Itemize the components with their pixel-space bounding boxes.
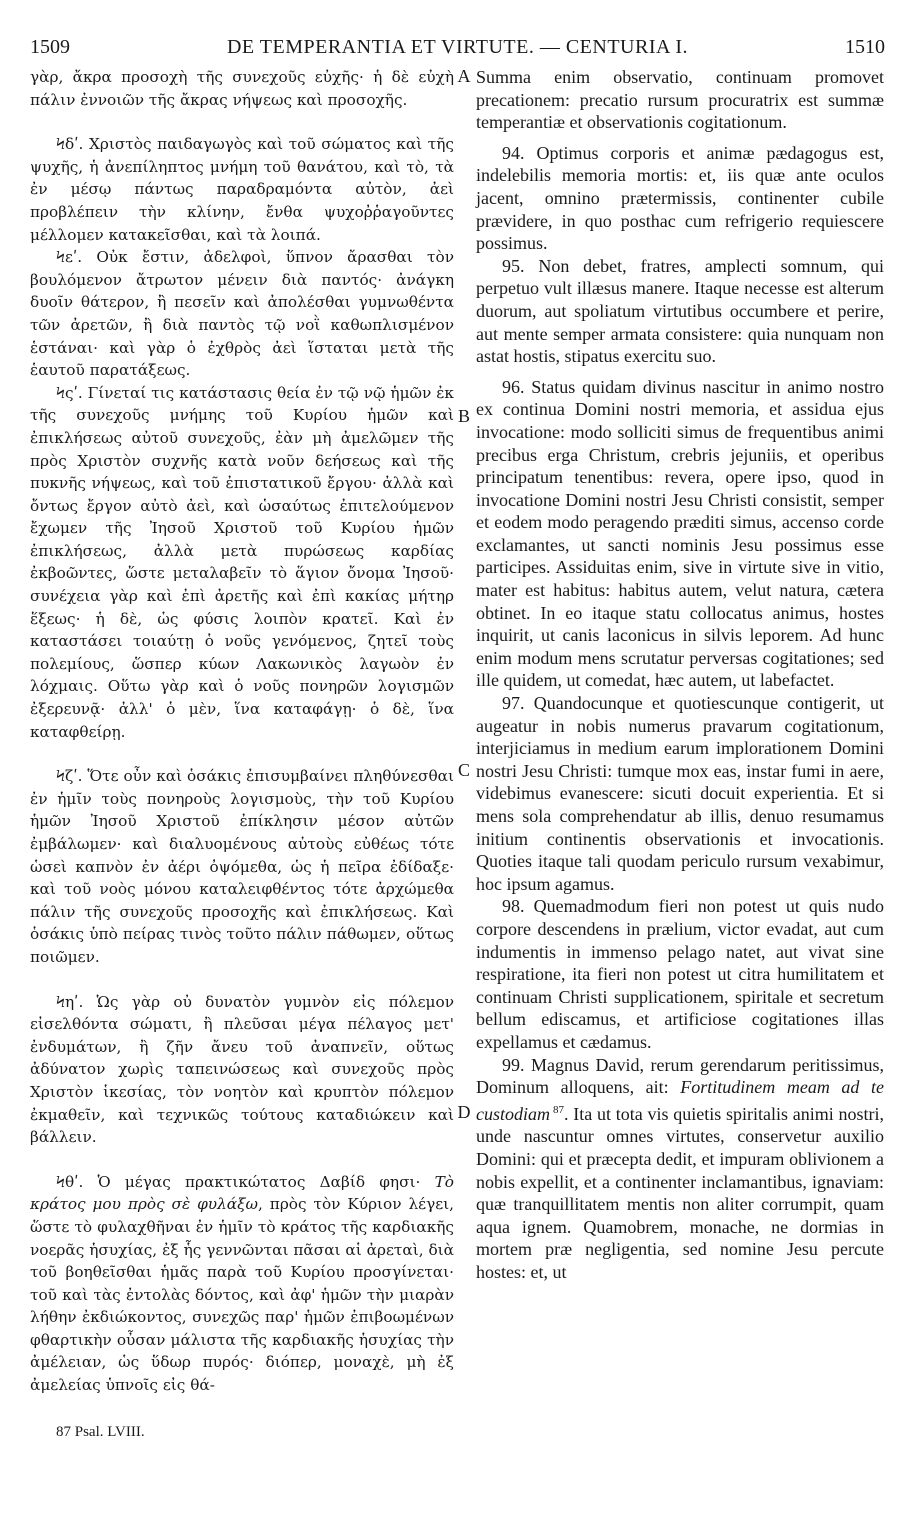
latin-scripture-quote: Fortitudinem meam ad te custodiam — [476, 1077, 884, 1124]
margin-letter-c: C — [457, 760, 470, 780]
latin-paragraph-99-start: 99. Magnus David, rerum gerendarum peritissimus, Dominum alloquens, ait: — [476, 1054, 884, 1098]
latin-paragraph-94: 94. Optimus corporis et animæ pædagogus est, indelebilis memoria mortis: et, iis quæ ante oculos jacent, omnino prætermissis, continenter cubile prævidere, in quo posthac cum refrigerio requiescere possimus. — [476, 142, 884, 254]
footnote: 87 Psal. LVIII. — [56, 1424, 145, 1440]
page-number-right: 1510 — [845, 36, 885, 58]
greek-paragraph-95: Ϟεʹ. Οὐκ ἔστιν, ἀδελφοὶ, ὕπνον ἄρασθαι τὸν βουλόμενον ἄτρωτον μένειν διὰ παντός· ἀνάγκη δυοῖν θάτερον, ἢ πεσεῖν καὶ ἀπολέσθαι γυμνωθέντα τῶν ἀρετῶν, ἢ διὰ παντὸς τῷ νοῒ καθωπλισμένον ἑστάναι· καὶ γὰρ ὁ ἐχθρὸς ἀεὶ ἵσταται μετὰ τῆς ἑαυτοῦ παρατάξεως. — [30, 248, 454, 380]
running-title: DE TEMPERANTIA ET VIRTUTE. — CENTURIA I. — [226, 36, 688, 58]
latin-paragraph-95: 95. Non debet, fratres, amplecti somnum, qui perpetuo vult illæsus manere. Itaque necesse est alterum duorum, aut spoliatum virtutibus occumbere et perire, aut mente semper armata consistere: quia nunquam non astat hostis, stipatus exercitu suo. — [476, 255, 884, 367]
latin-paragraph-97: 97. Quandocunque et quotiescunque contigerit, ut augeatur in nobis numerus pravarum cogitationum, interjiciamus in medium earum implorationem Domini nostri Jesu Christi: tumque mox eas, instar fumi in aere, videbimus evanescere: sicuti docuit experientia. Et si mens sola comprehendatur ab illis, denuo resumamus initium continentis observationis et invocationis. Quoties itaque tali quodam periculo rursum vexabimur, hoc ipsum agamus. — [476, 693, 884, 894]
greek-scripture-quote: Τὸ κράτος μου πρὸς σὲ φυλάξω — [30, 1172, 454, 1214]
footnote-reference: 87 — [550, 1103, 565, 1116]
latin-paragraph-99 — [476, 1054, 884, 1284]
greek-paragraph-98: Ϟηʹ. Ὡς γὰρ οὐ δυνατὸν γυμνὸν εἰς πόλεμον εἰσελθόντα σώματι, ἢ πλεῦσαι μέγα πέλαγος μετ' ἐνδυμάτων, ἢ ζῆν ἄνευ τοῦ ἀναπνεῖν, οὕτως ἀδύνατον χωρὶς ταπεινώσεως καὶ συνεχοῦς πρὸς Χριστὸν ἱκεσίας, τὸν νοητὸν καὶ κρυπτὸν πόλεμον ἐκμαθεῖν, καὶ τεχνικῶς τούτους καταδιώκειν καὶ βάλλειν. — [30, 992, 454, 1147]
latin-paragraph-98: 98. Quemadmodum fieri non potest ut quis nudo corpore descendens in prælium, victor evadat, aut cum indumentis in immenso pelago natet, aut vivat sine respiratione, ita fieri non potest ut citra humilitatem et continuam Christi supplicationem, spiritale et secretum bellum ediscamus, et artificiose cogitationes illas expellamus et cædamus. — [476, 896, 884, 1052]
margin-letter-a: A — [457, 66, 471, 86]
latin-paragraph-96: 96. Status quidam divinus nascitur in animo nostro ex continua Domini nostri memoria, et assidua ejus invocatione: modo solliciti simus de frequentibus animi precibus erga Christum, crebris jejuniis, et operibus principatum tenentibus: revera, opere ipso, quod in invocatione Domini nostri Jesu Christi consistit, semper et eodem modo peragendo præditi simus, accenso corde exclamantes, ut sancti nominis Jesu possimus esse participes. Assiduitas enim, sive in virtute sive in vitio, mater est habitus: habitus autem, velut natura, cætera obtinet. In eo itaque statu collocatus animus, hostes inquirit, ut canis laconicus in silvis leporem. Ad hunc enim modum mens scrutatur perversas cogitationes; sed ille quidem, ut comedat, hæc autem, ut labefactet. — [476, 376, 884, 691]
greek-paragraph-99 — [30, 1171, 454, 1397]
greek-paragraph-99-start: Ϟθʹ. Ὁ μέγας πρακτικώτατος Δαβίδ φησι· — [56, 1172, 435, 1191]
greek-paragraph-continued: γὰρ, ἄκρα προσοχὴ τῆς συνεχοῦς εὐχῆς· ἡ δὲ εὐχὴ πάλιν ἐννοιῶν τῆς ἄκρας νήψεως καὶ προσοχῆς. — [30, 68, 454, 109]
greek-paragraph-99-rest: , πρὸς τὸν Κύριον λέγει, ὥστε τὸ φυλαχθῆναι ἐν ἡμῖν τὸ κράτος τῆς καρδιακῆς νοερᾶς ἡσυχίας, ἐξ ἧς γεννῶνται πᾶσαι αἱ ἀρεταὶ, διὰ τοῦ βοηθεῖσθαι ἡμᾶς παρὰ τοῦ Κυρίου προσγίνεται· τοῦ καὶ τὰς ἐντολὰς δόντος, καὶ ἀφ' ἡμῶν τὴν μιαρὰν λήθην ἐκδιώκοντος, συνεχῶς παρ' ἡμῶν ἐπιβοωμένων φθαρτικὴν οὖσαν μάλιστα τῆς καρδιακῆς ἡσυχίας τὴν ἀμέλειαν, ὡς ὕδωρ πυρός· διόπερ, μοναχὲ, μὴ ἐξ ἀμελείας ὑπνοῖς εἰς θά- — [30, 1195, 454, 1395]
page-header — [30, 36, 885, 62]
greek-paragraph-94: Ϟδʹ. Χριστὸς παιδαγωγὸς καὶ τοῦ σώματος καὶ τῆς ψυχῆς, ἡ ἀνεπίληπτος μνήμη τοῦ θανάτου, καὶ τὸ, τὰ ἐν μέσῳ πάντως παραδραμόντα αὐτὸν, ἀεὶ προβλέπειν τὴν κλίνην, ἔνθα ψυχοῤῥαγοῦντες μέλλομεν κατακεῖσθαι, καὶ τὰ λοιπά. — [30, 135, 454, 244]
page-number-left: 1509 — [30, 36, 70, 58]
margin-letter-d: D — [457, 1102, 471, 1122]
greek-paragraph-96: Ϟςʹ. Γίνεταί τις κατάστασις θεία ἐν τῷ νῷ ἡμῶν ἐκ τῆς συνεχοῦς μνήμης τοῦ Κυρίου ἡμῶν καὶ ἐπικλήσεως αὐτοῦ συνεχοῦς, ἐὰν μὴ ἀμελῶμεν τῆς πρὸς Χριστὸν συχνῆς κατὰ νοῦν δεήσεως καὶ τῆς πυκνῆς νήψεως, καὶ τοῦ ἐπιστατικοῦ ἔργου· ἀλλὰ καὶ ὄντως ἔργον αὐτὸ ἀεὶ, καὶ ὡσαύτως ἐπιτελούμενον ἔχωμεν τῆς Ἰησοῦ Χριστοῦ τοῦ Κυρίου ἡμῶν ἐπικλήσεως, ἀλλὰ μετὰ πυρώσεως καρδίας ἐκβοῶντες, ὥστε μεταλαβεῖν τὸ ἅγιον ὄνομα Ἰησοῦ· συνέχεια γὰρ καὶ ἐπὶ ἀρετῆς καὶ ἐπὶ κακίας μήτηρ ἕξεως· ἡ δὲ, ὡς φύσις λοιπὸν κρατεῖ. Καὶ ἐν καταστάσει τοιαύτῃ ὁ νοῦς γενόμενος, ζητεῖ τοὺς πολεμίους, ὥσπερ κύων Λακωνικὸς λαγωὸν ἐν λόχμαις. Οὕτω γὰρ καὶ ὁ νοῦς πονηρῶν λογισμῶν ἐξερευνᾷ· ἀλλ' ὁ μὲν, ἵνα καταφάγῃ· ὁ δὲ, ἵνα καταφθείρῃ. — [30, 383, 454, 741]
latin-paragraph-continued: Summa enim observatio, continuam promovet precationem: precatio rursum procuratrix est summæ temperantiæ et observationis cogitationum. — [476, 67, 884, 133]
margin-letter-b: B — [457, 406, 470, 426]
latin-paragraph-99-rest: . Ita ut tota vis quietis spiritalis animi nostri, unde nascuntur omnes virtutes, conservetur auxilio Domini: qui et præcepta dedit, et impuram oblivionem a nobis expellit, et a continenter inclamantibus, ignaviam: quæ tranquillitatem mentis non aliter corrumpit, quam aqua ignem. Quamobrem, monache, ne dormias in mortem præ negligentia, sed nomine Jesu percute hostes: et, ut — [476, 1103, 885, 1282]
greek-paragraph-97: Ϟζʹ. Ὅτε οὖν καὶ ὁσάκις ἐπισυμβαίνει πληθύνεσθαι ἐν ἡμῖν τοὺς πονηροὺς λογισμοὺς, τὴν τοῦ Κυρίου ἡμῶν Ἰησοῦ Χριστοῦ ἐπίκλησιν μέσον αὐτῶν ἐμβάλωμεν· καὶ διαλυομένους αὐτοὺς εὐθέως τότε ὡσεὶ καπνὸν ἐν ἀέρι ὀψόμεθα, ὡς ἡ πεῖρα ἐδίδαξε· καὶ τοῦ νοὸς μόνου καταλειφθέντος τότε ἀρχώμεθα πάλιν τῆς συνεχοῦς προσοχῆς καὶ ἐπικλήσεως. Καὶ ὁσάκις ὑπὸ πείρας τινὸς τοῦτο πάλιν πάθωμεν, οὕτως ποιῶμεν. — [30, 767, 454, 966]
latin-column — [476, 66, 884, 1283]
greek-column — [30, 66, 454, 1397]
